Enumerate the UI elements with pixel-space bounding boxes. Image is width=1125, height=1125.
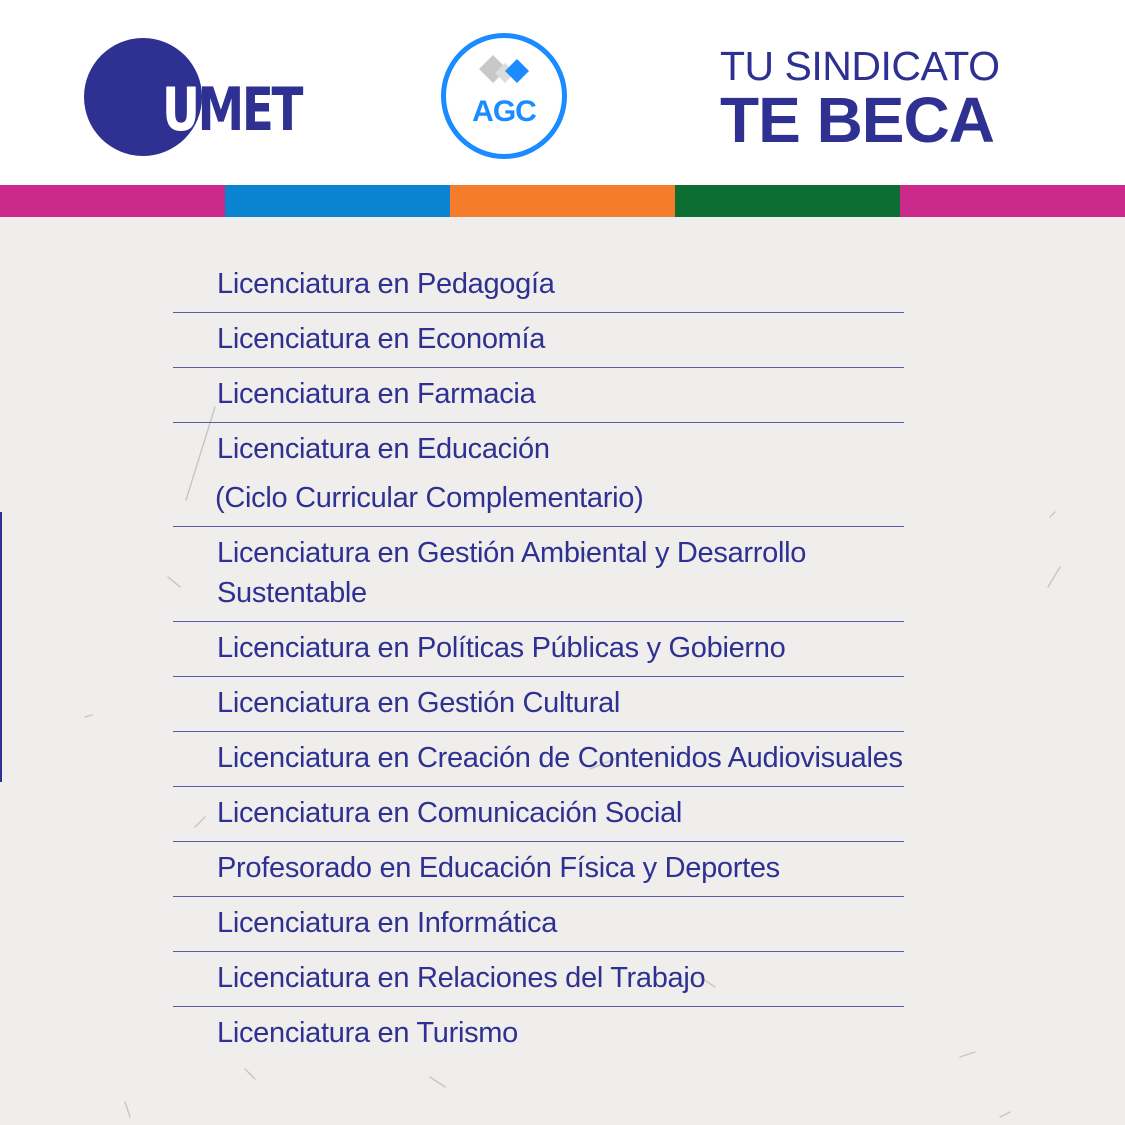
color-bar-segment xyxy=(900,185,1125,217)
degree-sublabel: (Ciclo Curricular Complementario) xyxy=(215,482,644,514)
left-edge-accent xyxy=(0,512,2,782)
degree-item xyxy=(173,527,904,622)
degree-item xyxy=(173,1007,904,1061)
color-bar-segment xyxy=(225,185,450,217)
degree-label: Profesorado en Educación Física y Deportes xyxy=(217,852,780,884)
degree-item xyxy=(173,622,904,677)
slogan xyxy=(720,43,1000,156)
color-bar-segment xyxy=(0,185,225,217)
degree-label: Licenciatura en Pedagogía xyxy=(217,268,555,300)
degree-item xyxy=(173,258,904,313)
degree-label: Licenciatura en Creación de Contenidos Audiovisuales xyxy=(217,742,903,774)
color-bar-segment xyxy=(675,185,900,217)
degree-item xyxy=(173,897,904,952)
degree-label: Licenciatura en Relaciones del Trabajo xyxy=(217,962,706,994)
slogan-line-2: TE BECA xyxy=(720,84,994,156)
degree-list xyxy=(173,258,904,1061)
degree-item xyxy=(173,842,904,897)
umet-logo-rest: MET xyxy=(197,75,302,145)
degree-label: Licenciatura en Políticas Públicas y Gobierno xyxy=(217,632,786,664)
color-bar-segment xyxy=(450,185,675,217)
degree-item xyxy=(173,313,904,368)
degree-item xyxy=(173,677,904,732)
agc-diamond-icon xyxy=(471,51,541,101)
slogan-line-1: TU SINDICATO xyxy=(720,43,1000,89)
color-bar xyxy=(0,185,1125,217)
degree-label: Licenciatura en Informática xyxy=(217,907,558,939)
degree-item xyxy=(173,952,904,1007)
agc-logo-text: AGC xyxy=(472,95,536,128)
degree-label: Licenciatura en Gestión Ambiental y Desarrollo Sustentable xyxy=(217,537,807,609)
degree-item xyxy=(173,787,904,842)
umet-logo-text xyxy=(162,75,302,145)
umet-logo-initial: U xyxy=(162,75,198,145)
degree-label: Licenciatura en Educación xyxy=(217,433,550,465)
degree-label: Licenciatura en Comunicación Social xyxy=(217,797,683,829)
degree-label: Licenciatura en Economía xyxy=(217,323,546,355)
header xyxy=(0,0,1125,185)
degree-label: Licenciatura en Gestión Cultural xyxy=(217,687,621,719)
agc-logo xyxy=(441,33,567,159)
degree-item xyxy=(173,423,904,527)
umet-logo xyxy=(84,38,324,162)
degree-item xyxy=(173,368,904,423)
degree-item xyxy=(173,732,904,787)
degree-label: Licenciatura en Farmacia xyxy=(217,378,536,410)
degree-label: Licenciatura en Turismo xyxy=(217,1017,518,1049)
